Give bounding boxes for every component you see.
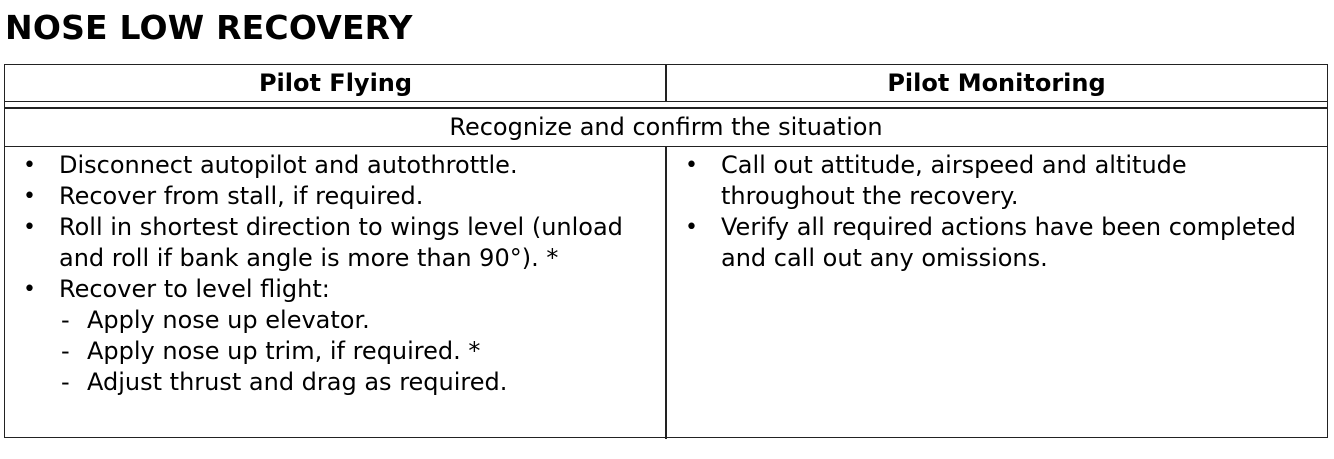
list-item [681, 212, 1321, 274]
dash-icon: - [61, 368, 70, 396]
bullet-icon: • [685, 153, 698, 178]
list-item-text: Roll in shortest direction to wings level (unload and roll if bank angle is more than 90°). * [59, 213, 623, 272]
list-item-text: Recover to level flight: [59, 275, 330, 303]
bullet-icon: • [23, 184, 36, 209]
list-item-text: Verify all required actions have been completed and call out any omissions. [721, 213, 1297, 272]
list-item [19, 274, 659, 305]
list-item-text: Call out attitude, airspeed and altitude throughout the recovery. [721, 151, 1187, 210]
page-title: NOSE LOW RECOVERY [5, 8, 413, 47]
sub-list-item [19, 305, 659, 336]
sub-list-item-text: Adjust thrust and drag as required. [87, 368, 508, 396]
sub-list-item-text: Apply nose up trim, if required. * [87, 337, 481, 365]
dash-icon: - [61, 337, 70, 365]
table-header-row [5, 65, 1327, 102]
header-pilot-monitoring: Pilot Monitoring [887, 69, 1106, 97]
list-item [19, 212, 659, 274]
pilot-flying-column [19, 150, 659, 398]
sub-list-item [19, 336, 659, 367]
dash-icon: - [61, 306, 70, 334]
list-item-text: Recover from stall, if required. [59, 182, 424, 210]
body-column-divider [665, 147, 667, 439]
list-item [19, 181, 659, 212]
bullet-icon: • [23, 153, 36, 178]
header-pilot-flying: Pilot Flying [258, 69, 413, 97]
bullet-icon: • [685, 215, 698, 240]
list-item [19, 150, 659, 181]
pilot-monitoring-column [681, 150, 1321, 274]
list-item-text: Disconnect autopilot and autothrottle. [59, 151, 518, 179]
bullet-icon: • [23, 215, 36, 240]
sub-list-item [19, 367, 659, 398]
sub-list-item-text: Apply nose up elevator. [87, 306, 370, 334]
bullet-icon: • [23, 277, 36, 302]
situation-row: Recognize and confirm the situation [5, 108, 1327, 147]
list-item [681, 150, 1321, 212]
procedure-table [4, 64, 1328, 438]
